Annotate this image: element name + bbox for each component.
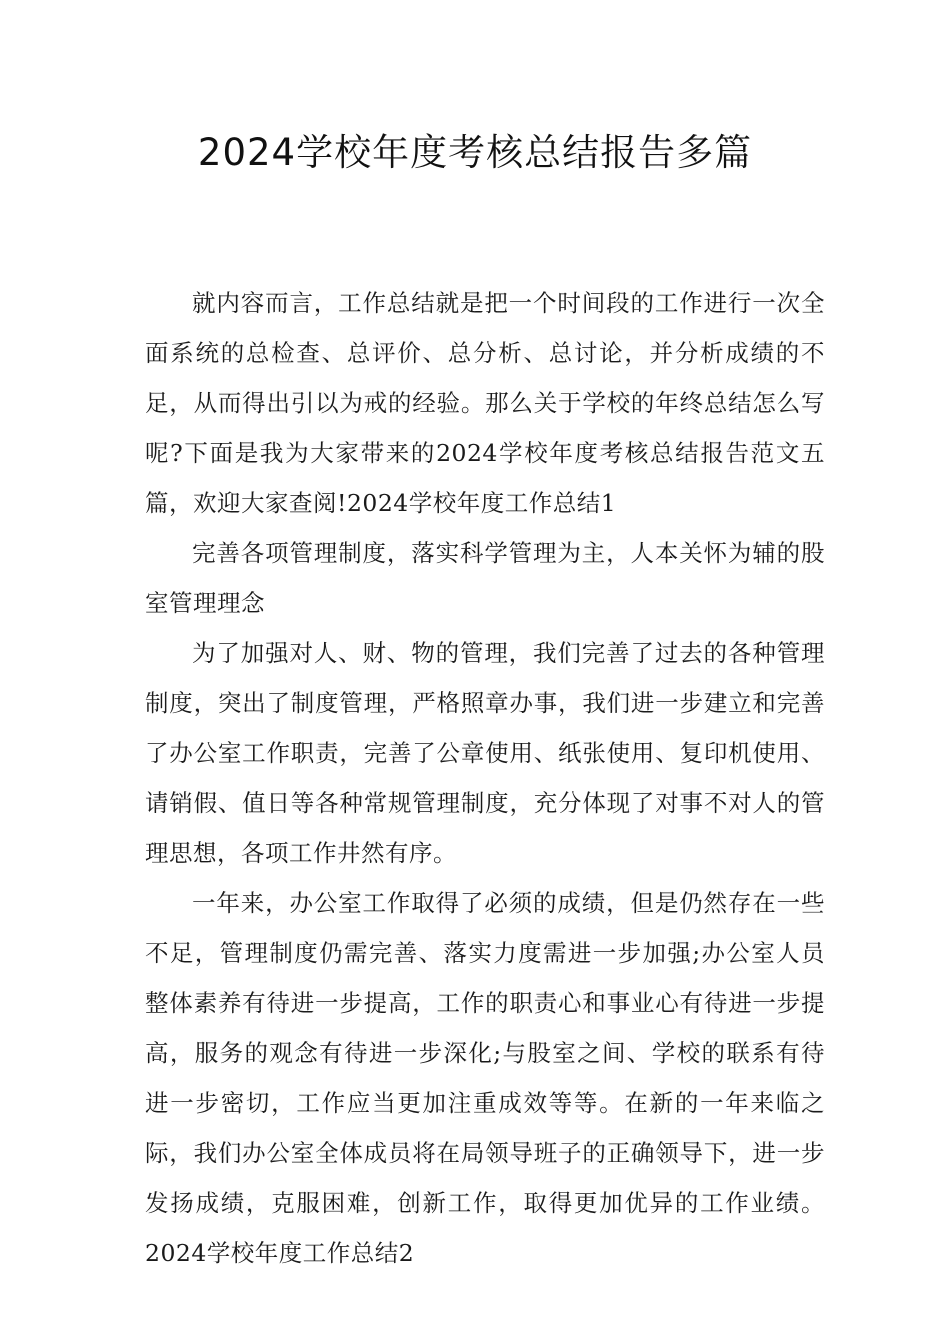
paragraph-intro: 就内容而言，工作总结就是把一个时间段的工作进行一次全面系统的总检查、总评价、总分析、总讨论，并分析成绩的不足，从而得出引以为戒的经验。那么关于学校的年终总结怎么写呢?下面是我为大家带来的2024学校年度考核总结报告范文五篇，欢迎大家查阅!2024学校年度工作总结1 bbox=[145, 289, 825, 517]
paragraph-year-review: 一年来，办公室工作取得了必须的成绩，但是仍然存在一些不足，管理制度仍需完善、落实力度需进一步加强;办公室人员整体素养有待进一步提高，工作的职责心和事业心有待进一步提高，服务的观念有待进一步深化;与股室之间、学校的联系有待进一步密切，工作应当更加注重成效等等。在新的一年来临之际，我们办公室全体成员将在局领导班子的正确领导下，进一步发扬成绩，克服困难，创新工作，取得更加优异的工作业绩。2024学校年度工作总结2 bbox=[145, 889, 825, 1267]
paragraph-heading-management: 完善各项管理制度，落实科学管理为主，人本关怀为辅的股室管理理念 bbox=[145, 539, 825, 617]
document-body bbox=[145, 278, 825, 1278]
document-title: 2024学校年度考核总结报告多篇 bbox=[197, 131, 753, 174]
paragraph-management-system: 为了加强对人、财、物的管理，我们完善了过去的各种管理制度，突出了制度管理，严格照章办事，我们进一步建立和完善了办公室工作职责，完善了公章使用、纸张使用、复印机使用、请销假、值日等各种常规管理制度，充分体现了对事不对人的管理思想，各项工作井然有序。 bbox=[145, 639, 825, 867]
